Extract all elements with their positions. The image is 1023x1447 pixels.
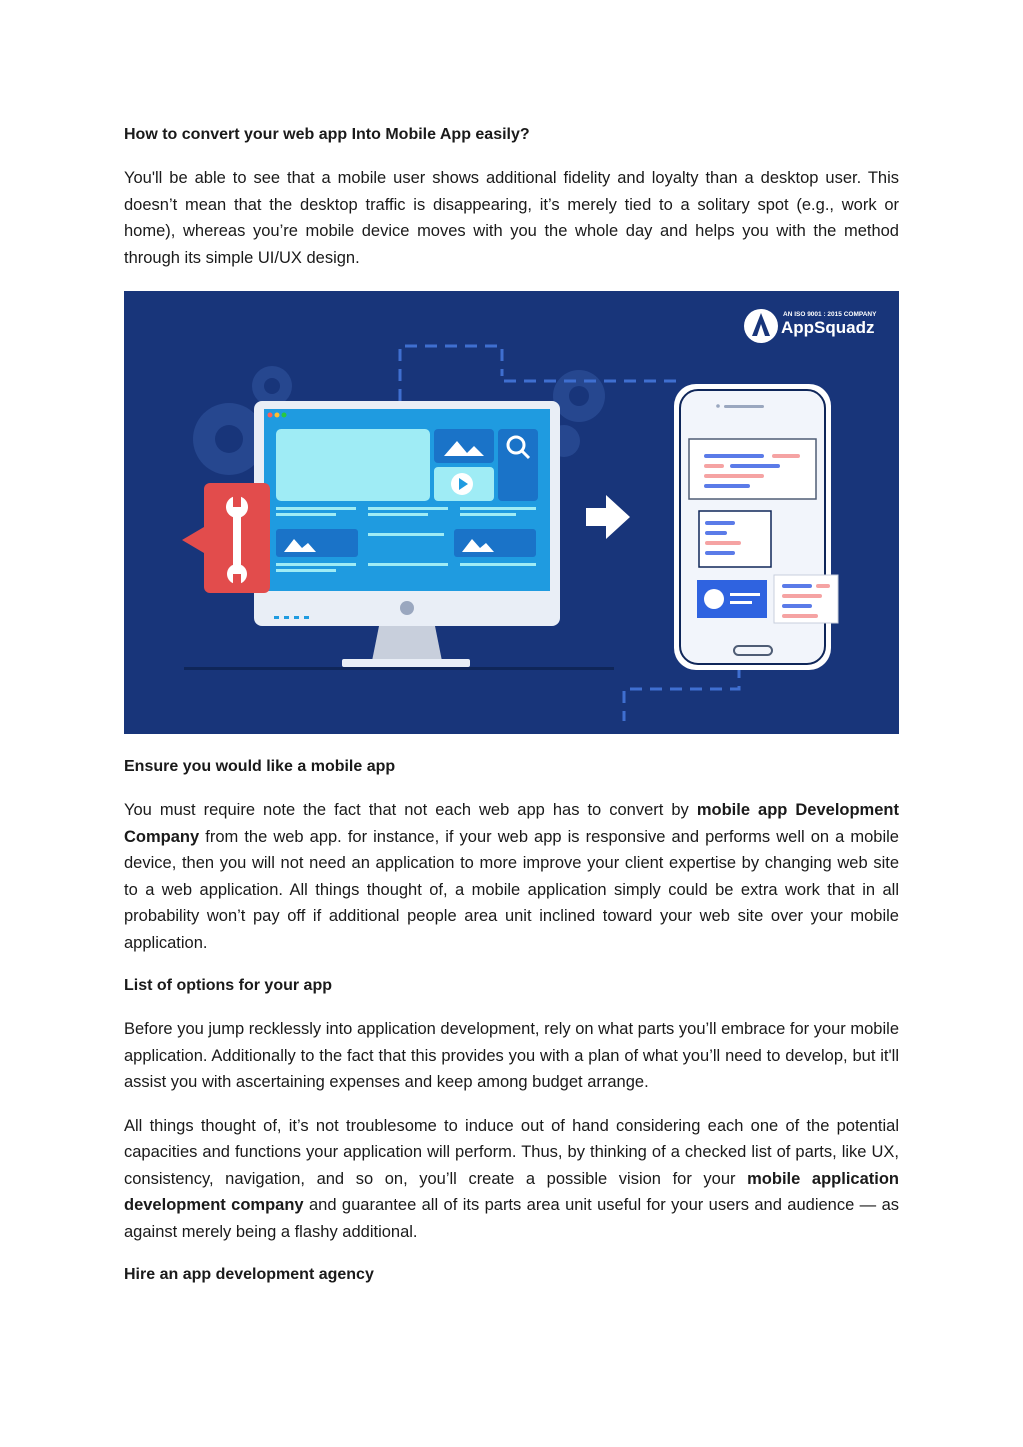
appsquadz-logo xyxy=(744,309,877,343)
logo-tagline: AN ISO 9001 : 2015 COMPANY xyxy=(783,311,877,318)
ensure-text-a: You must require note the fact that not each web app has to convert by xyxy=(124,801,697,819)
considering-text-b: and guarantee all of its parts area unit useful for your users and audience — as against merely being a flashy additional. xyxy=(124,1196,899,1241)
document-body xyxy=(124,122,899,1288)
heading-convert-web-app: How to convert your web app Into Mobile App easily? xyxy=(124,126,530,143)
ensure-text-b: from the web app. for instance, if your web app is responsive and performs well on a mobile device, then you will not need an application to more improve your client expertise by changing web site to a web application. All things thought of, a mobile application simply could be extra work that in all probability won’t pay off if additional people area unit inclined toward your web site over your mobile application. xyxy=(124,827,899,952)
arrow-right-icon xyxy=(586,495,630,539)
options-paragraph: Before you jump recklessly into application development, rely on what parts you’ll embrace for your mobile application. Additionally to the fact that this provides you with a plan of what you’ll need to develop, but it'll assist you with ascertaining expenses and keep among budget arrange. xyxy=(124,1020,899,1091)
considering-text-a: All things thought of, it’s not troublesome to induce out of hand considering each one of the potential capacities and functions your application will perform. Thus, by thinking of a checked list of parts, like UX, consistency, navigation, and so on, you’ll create a possible vision for your xyxy=(124,1116,899,1188)
mobile-phone-icon xyxy=(674,384,838,670)
considering-paragraph xyxy=(124,1113,899,1246)
illustration-web-to-mobile xyxy=(124,291,899,734)
ensure-paragraph xyxy=(124,797,899,956)
mobile-app-development-company-link: mobile app Development Company xyxy=(124,801,899,846)
wrench-icon xyxy=(182,483,270,593)
intro-paragraph: You'll be able to see that a mobile user shows additional fidelity and loyalty than a desktop user. This doesn’t mean that the desktop traffic is disappearing, it’s merely tied to a solitary spot (e.g., work or home), whereas you’re mobile device moves with you the whole day and helps you with the method through its simple UI/UX design. xyxy=(124,169,899,267)
heading-hire-agency: Hire an app development agency xyxy=(124,1266,374,1283)
heading-list-of-options: List of options for your app xyxy=(124,977,332,994)
heading-ensure-mobile-app: Ensure you would like a mobile app xyxy=(124,758,396,775)
mobile-application-development-company-link: mobile application development company xyxy=(124,1169,899,1214)
logo-name: AppSquadz xyxy=(781,318,875,337)
